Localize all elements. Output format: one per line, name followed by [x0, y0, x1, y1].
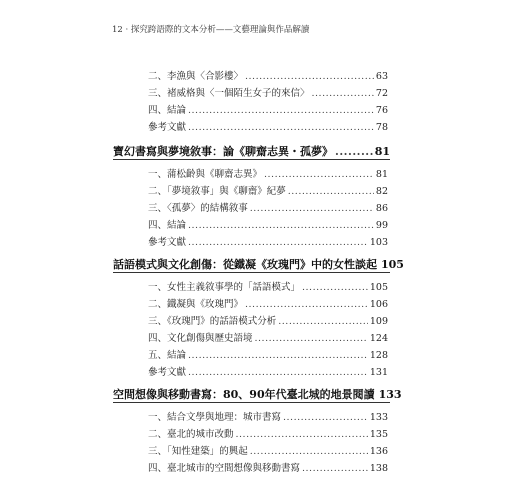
leader-dots	[245, 71, 374, 82]
leader-dots	[188, 237, 368, 248]
toc-entry-title: 二、臺北的城市改動	[148, 429, 234, 440]
toc-entry[interactable]	[148, 234, 388, 248]
toc-entry-title: 五、結論	[148, 350, 187, 361]
leader-dots	[250, 446, 368, 457]
toc-entry[interactable]	[148, 426, 388, 440]
toc-entry[interactable]	[148, 166, 388, 180]
toc-entry[interactable]	[148, 296, 388, 310]
toc-entry[interactable]	[148, 409, 388, 423]
leader-dots	[255, 333, 368, 344]
leader-dots	[188, 122, 374, 133]
toc-entry-page: 106	[369, 299, 388, 310]
toc-chapter-heading[interactable]	[113, 256, 404, 272]
toc-entry[interactable]	[148, 200, 388, 214]
toc-entry-page: 124	[369, 333, 388, 344]
toc-entry[interactable]	[148, 279, 388, 293]
toc-entry-title: 三、褚威格與〈一個陌生女子的來信〉	[148, 88, 310, 99]
toc-entry-page: 133	[369, 412, 388, 423]
toc-entry[interactable]	[148, 217, 388, 231]
toc-chapter-page: 105	[381, 258, 404, 271]
toc-entry-page: 138	[369, 463, 388, 474]
leader-dots	[302, 463, 368, 474]
toc-chapter-title: 話語模式與文化創傷：從鐵凝《玫瑰門》中的女性談起	[113, 258, 377, 271]
leader-dots	[283, 412, 368, 423]
toc-entry-title: 二、「夢境敘事」與《聊齋》紀夢	[148, 186, 286, 197]
leader-dots	[264, 169, 374, 180]
toc-entry-title: 三、《玫瑰門》的話語模式分析	[148, 316, 277, 327]
toc-entry-title: 一、結合文學與地理：城市書寫	[148, 412, 282, 423]
leader-dots	[188, 367, 368, 378]
toc-entry-page: 86	[375, 203, 388, 214]
toc-entry[interactable]	[148, 443, 388, 457]
toc-chapter-heading[interactable]	[113, 143, 390, 159]
leader-dots	[245, 299, 368, 310]
toc-entry[interactable]	[148, 85, 388, 99]
toc-entry-title: 參考文獻	[148, 122, 187, 133]
toc-entry-page: 81	[375, 169, 388, 180]
toc-entry-page: 136	[369, 446, 388, 457]
toc-entry-title: 四、結論	[148, 220, 187, 231]
toc-entry[interactable]	[148, 460, 388, 474]
toc-chapter-page: 133	[378, 388, 402, 401]
toc-entry-title: 四、文化創傷與歷史語境	[148, 333, 253, 344]
toc-entry[interactable]	[148, 347, 388, 361]
toc-entry-page: 82	[375, 186, 388, 197]
running-header: 12 · 探究跨語際的文本分析——文藝理論與作品解讀	[112, 25, 310, 35]
leader-dots	[278, 316, 368, 327]
toc-entry-title: 四、臺北城市的空間想像與移動書寫	[148, 463, 301, 474]
toc-chapter-page: 81	[374, 145, 390, 158]
toc-entry[interactable]	[148, 364, 388, 378]
toc-entry-page: 128	[369, 350, 388, 361]
toc-entry[interactable]	[148, 330, 388, 344]
chapter-rule	[113, 272, 390, 273]
toc-entry-page: 109	[369, 316, 388, 327]
toc-entry[interactable]	[148, 313, 388, 327]
toc-entry-title: 三、〈孤夢〉的結構敘事	[148, 203, 248, 214]
toc-chapter-heading[interactable]	[113, 386, 402, 402]
toc-entry-page: 78	[375, 122, 388, 133]
toc-chapter-title: 寶幻書寫與夢境敘事：論《聊齋志異・孤夢》	[113, 145, 333, 158]
leader-dots	[188, 350, 368, 361]
toc-entry-title: 二、李漁與〈合影樓〉	[148, 71, 244, 82]
toc-entry-page: 135	[369, 429, 388, 440]
toc-entry-page: 105	[369, 282, 388, 293]
toc-entry[interactable]	[148, 102, 388, 116]
toc-entry-title: 二、鐵凝與《玫瑰門》	[148, 299, 244, 310]
toc-entry-title: 一、女性主義敘事學的「話語模式」	[148, 282, 301, 293]
toc-entry-page: 99	[375, 220, 388, 231]
leader-dots	[335, 145, 373, 158]
leader-dots	[250, 203, 374, 214]
toc-entry-page: 76	[375, 105, 388, 116]
leader-dots	[302, 282, 368, 293]
toc-entry-title: 一、蒲松齡與《聊齋志異》	[148, 169, 263, 180]
toc-chapter-title: 空間想像與移動書寫：80、90年代臺北城的地景閱讀	[113, 388, 375, 401]
chapter-rule	[113, 159, 390, 160]
toc-entry-title: 參考文獻	[148, 367, 187, 378]
toc-entry[interactable]	[148, 68, 388, 82]
leader-dots	[312, 88, 374, 99]
leader-dots	[236, 429, 368, 440]
toc-entry-page: 103	[369, 237, 388, 248]
toc-entry[interactable]	[148, 119, 388, 133]
toc-entry[interactable]	[148, 183, 388, 197]
toc-entry-page: 72	[375, 88, 388, 99]
toc-entry-page: 63	[375, 71, 388, 82]
leader-dots	[188, 220, 374, 231]
chapter-rule	[113, 402, 390, 403]
leader-dots	[188, 105, 374, 116]
leader-dots	[288, 186, 374, 197]
toc-entry-title: 三、「知性建築」的興起	[148, 446, 248, 457]
toc-entry-title: 四、結論	[148, 105, 187, 116]
toc-entry-title: 參考文獻	[148, 237, 187, 248]
toc-entry-page: 131	[369, 367, 388, 378]
